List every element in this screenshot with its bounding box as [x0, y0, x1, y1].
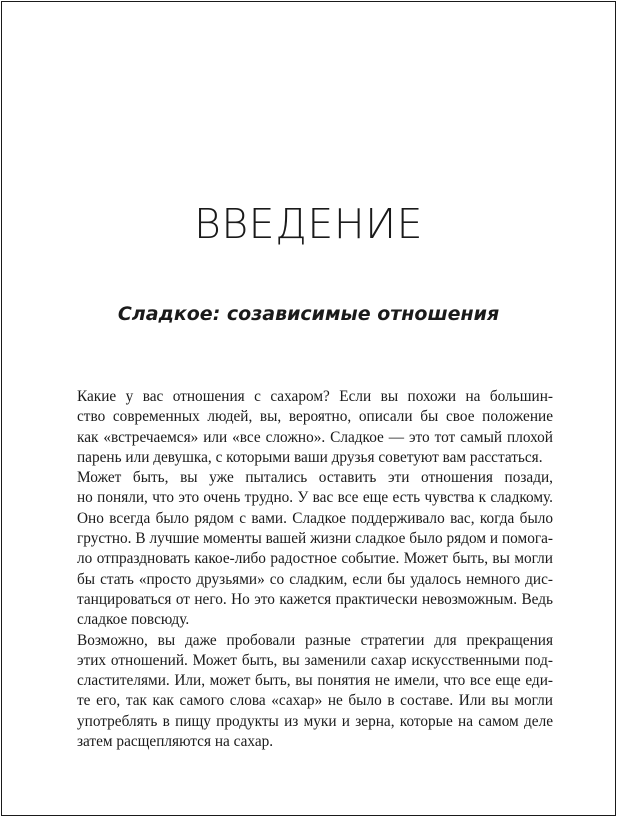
text-line: ло отпраздновать какое-либо радостное событие. Может быть, вы могли	[77, 550, 553, 568]
text-line: затем расщепляются на сахар.	[77, 733, 274, 751]
text-line: Возможно, вы даже пробовали разные стратегии для прекращения	[77, 631, 553, 649]
text-line: Оно всегда было рядом с вами. Сладкое поддерживало вас, когда было	[77, 509, 553, 527]
book-page	[1, 1, 616, 816]
text-line: ство современных людей, вы, вероятно, описали бы свое положение	[77, 408, 553, 426]
text-line: употреблять в пищу продукты из муки и зерна, которые на самом деле	[77, 712, 553, 730]
text-line: парень или девушка, с которыми ваши друзья советуют вам расстаться.	[77, 448, 543, 466]
chapter-subtitle: Сладкое: созависимые отношения	[117, 303, 500, 325]
text-line: танцироваться от него. Но это кажется практически невозможным. Ведь	[77, 590, 553, 608]
text-line: сластителями. Или, может быть, вы понятия не имели, что все еще еди-	[77, 672, 553, 690]
text-line: как «встречаемся» или «все сложно». Сладкое — это тот самый плохой	[77, 428, 553, 446]
text-line: сладкое повсюду.	[77, 611, 190, 629]
text-line: Какие у вас отношения с сахаром? Если вы похожи на большин-	[77, 388, 553, 405]
text-line: грустно. В лучшие моменты вашей жизни сладкое было рядом и помога-	[77, 530, 553, 548]
chapter-title: ВВЕДЕНИЕ	[193, 200, 424, 248]
paragraph-2	[69, 468, 553, 630]
paragraph-1	[69, 387, 553, 468]
text-line: те его, так как самого слова «сахар» не было в составе. Или вы могли	[77, 692, 553, 710]
body-text	[69, 387, 553, 752]
text-line: но поняли, что это очень трудно. У вас все еще есть чувства к сладкому.	[77, 489, 553, 507]
text-line: Может быть, вы уже пытались оставить эти отношения позади,	[77, 469, 553, 487]
text-line: бы стать «просто друзьями» со сладким, если бы удалось немного дис-	[77, 570, 553, 588]
paragraph-3	[69, 631, 553, 753]
text-line: этих отношений. Может быть, вы заменили сахар искусственными под-	[77, 651, 553, 669]
